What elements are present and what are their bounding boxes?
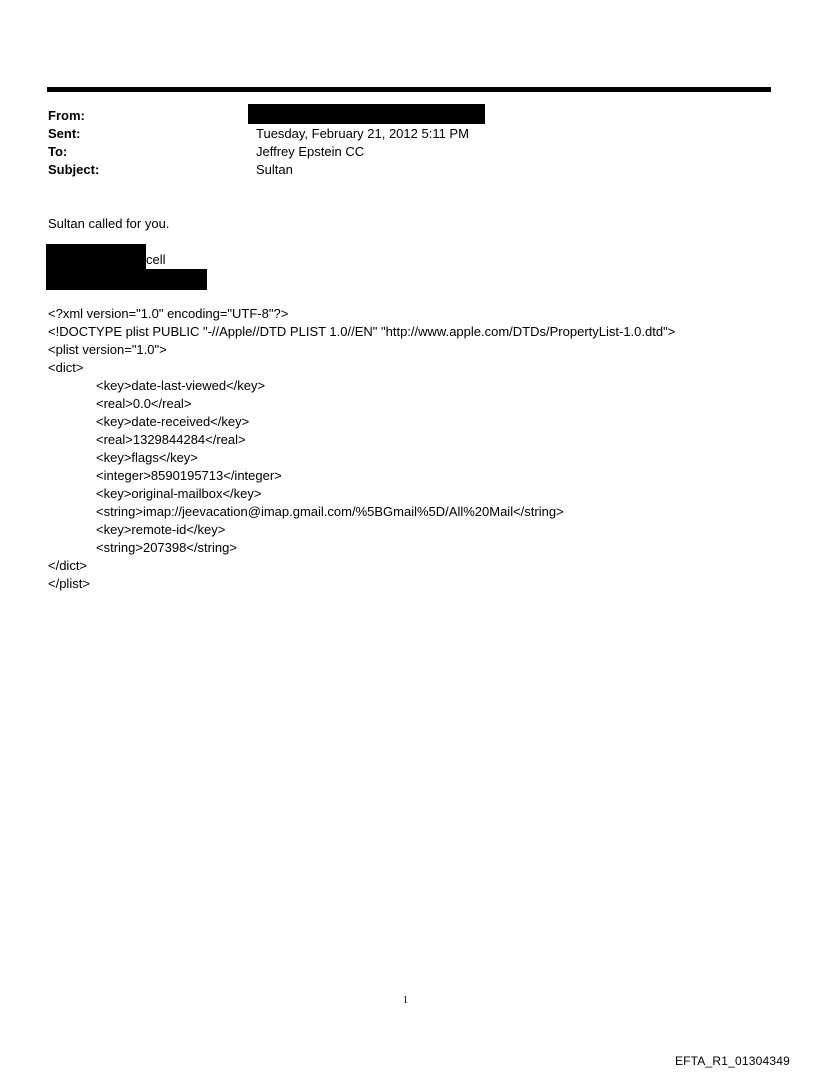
contact-redaction-2: [46, 269, 207, 290]
sent-label: Sent:: [48, 126, 81, 141]
xml-line: <key>date-last-viewed</key>: [96, 378, 266, 393]
cell-label: cell: [146, 252, 166, 267]
header-rule: [47, 87, 771, 92]
from-redaction: [248, 104, 485, 124]
xml-line: <!DOCTYPE plist PUBLIC "-//Apple//DTD PLIST 1.0//EN" "http://www.apple.com/DTDs/PropertyList-1.0.dtd">: [48, 324, 676, 339]
xml-line: <dict>: [48, 360, 84, 375]
xml-line: <key>date-received</key>: [96, 414, 250, 429]
xml-line: <string>imap://jeevacation@imap.gmail.com/%5BGmail%5D/All%20Mail</string>: [96, 504, 564, 519]
xml-line: <real>0.0</real>: [96, 396, 192, 411]
from-label: From:: [48, 108, 85, 123]
subject-label: Subject:: [48, 162, 100, 177]
xml-line: </dict>: [48, 558, 88, 573]
message-text: Sultan called for you.: [48, 216, 170, 231]
bates-number: EFTA_R1_01304349: [674, 1054, 790, 1068]
xml-line: <plist version="1.0">: [48, 342, 167, 357]
xml-line: <string>207398</string>: [96, 540, 237, 555]
subject-value: Sultan: [256, 162, 293, 177]
to-value: Jeffrey Epstein CC: [256, 144, 365, 159]
xml-line: <key>original-mailbox</key>: [96, 486, 262, 501]
contact-redaction-1: [46, 244, 146, 270]
page-number: 1: [403, 995, 408, 1006]
sent-value: Tuesday, February 21, 2012 5:11 PM: [256, 126, 469, 141]
to-label: To:: [48, 144, 68, 159]
xml-line: <key>flags</key>: [96, 450, 198, 465]
xml-line: <key>remote-id</key>: [96, 522, 226, 537]
xml-line: <?xml version="1.0" encoding="UTF-8"?>: [48, 306, 289, 321]
xml-line: <real>1329844284</real>: [96, 432, 246, 447]
xml-line: </plist>: [48, 576, 90, 591]
xml-line: <integer>8590195713</integer>: [96, 468, 282, 483]
